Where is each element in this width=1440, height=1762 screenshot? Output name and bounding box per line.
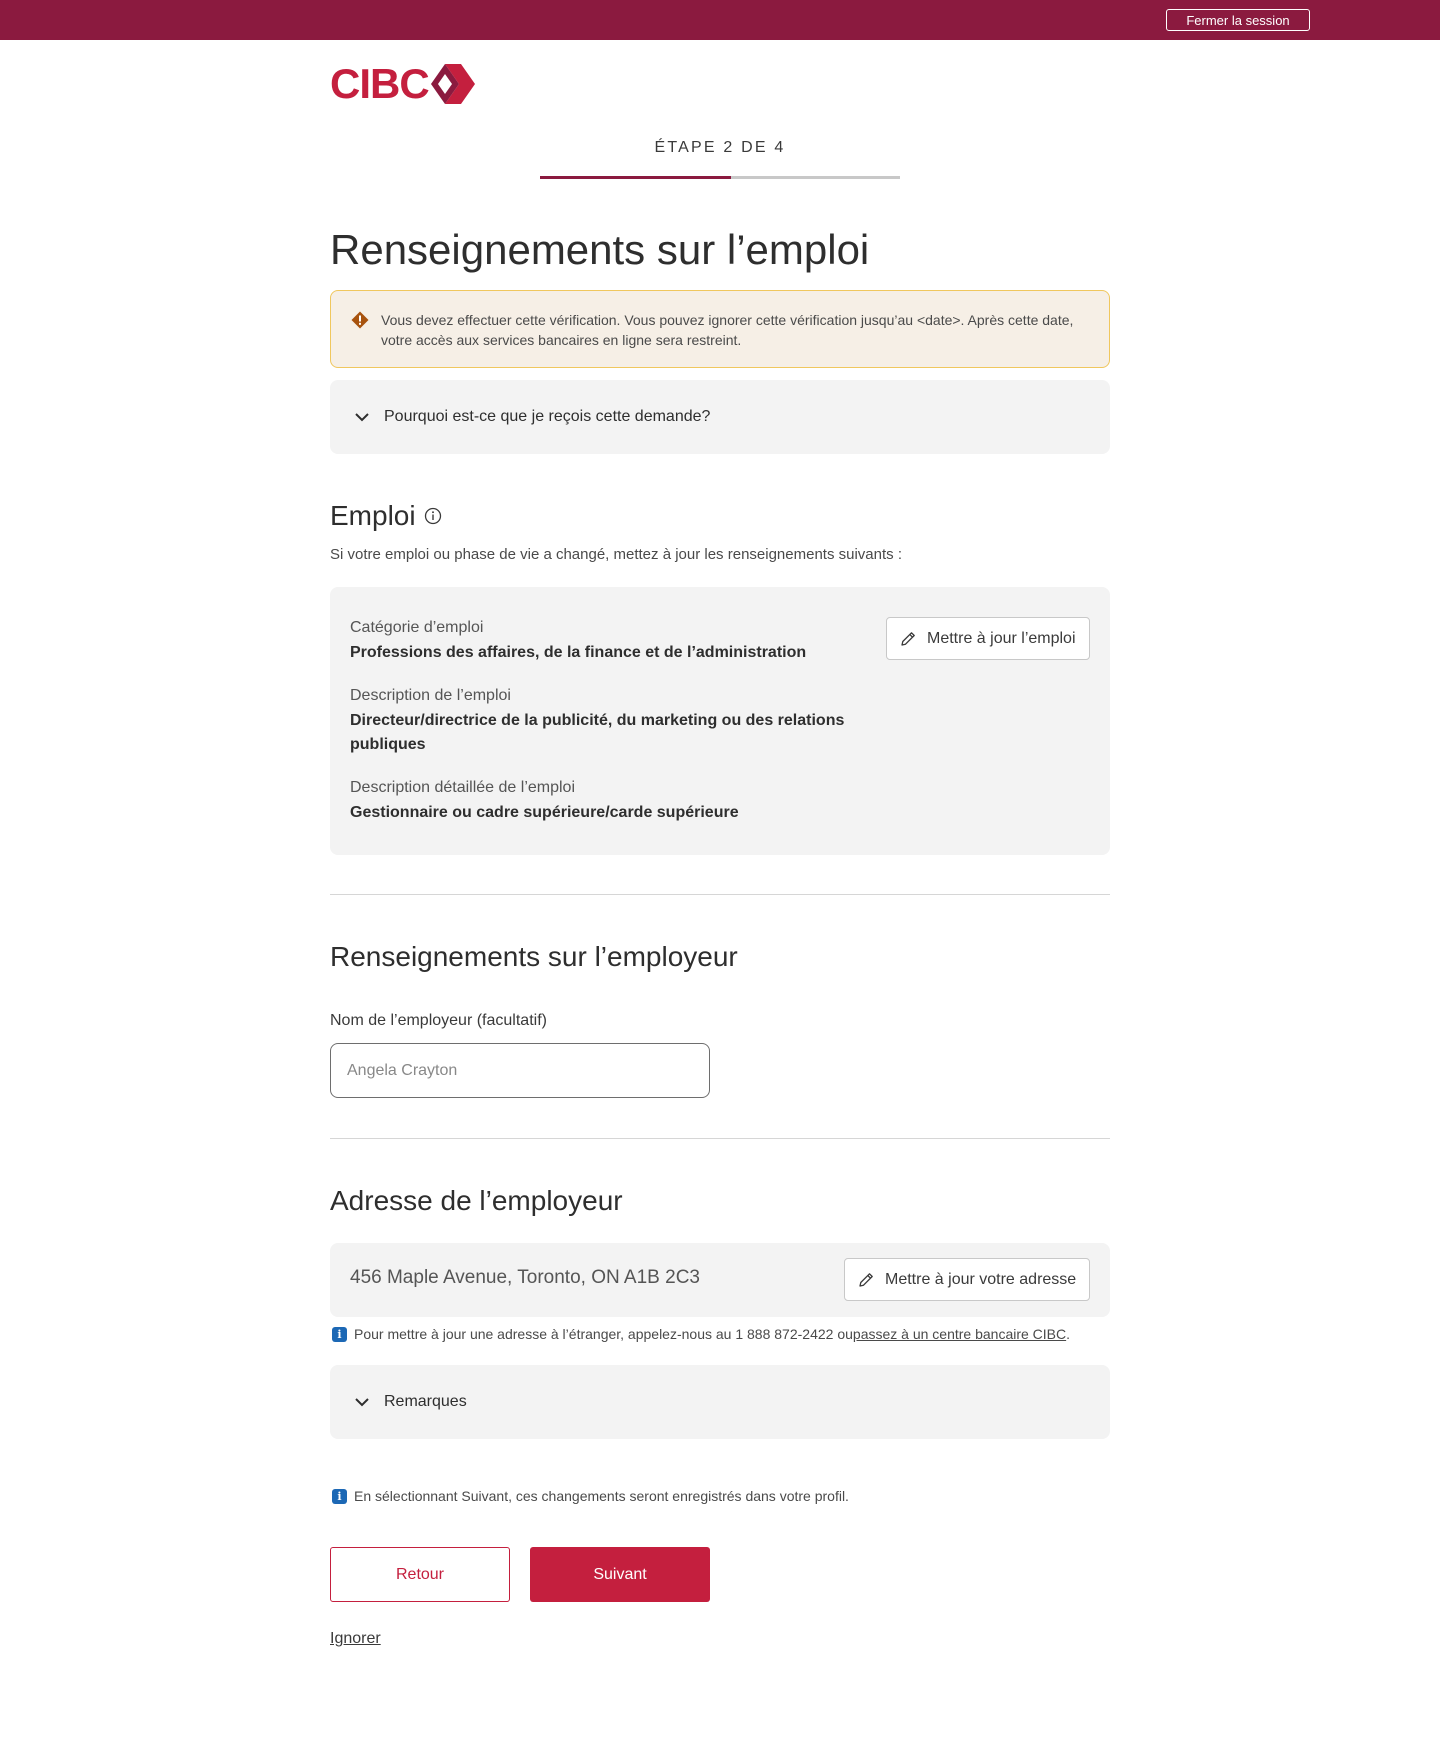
employment-card	[330, 587, 1110, 855]
foreign-address-note	[332, 1326, 1070, 1342]
warning-banner	[330, 290, 1110, 368]
progress-bar	[540, 176, 900, 179]
job-description-value: Directeur/directrice de la publicité, du marketing ou des relations publiques	[350, 712, 845, 753]
update-employment-button[interactable]	[886, 617, 1090, 660]
employer-name-label: Nom de l’employeur (facultatif)	[330, 1012, 547, 1029]
step-indicator: ÉTAPE 2 DE 4	[654, 139, 786, 156]
job-detailed-description-label: Description détaillée de l’emploi	[350, 779, 576, 796]
skip-link[interactable]: Ignorer	[330, 1630, 381, 1647]
warning-text: Vous devez effectuer cette vérification. Vous pouvez ignorer cette vérification jusqu’au <date>. Après cette date, votre accès aux services bancaires en ligne sera restreint.	[381, 312, 1074, 348]
info-icon: i	[332, 1489, 347, 1504]
employment-subtext: Si votre emploi ou phase de vie a changé, mettez à jour les renseignements suivants :	[330, 546, 902, 563]
address-value: 456 Maple Avenue, Toronto, ON A1B 2C3	[350, 1267, 700, 1288]
info-icon: i	[332, 1327, 347, 1342]
address-card	[330, 1243, 1110, 1317]
employment-heading: Emploi	[330, 500, 416, 531]
job-category-label: Catégorie d’emploi	[350, 619, 484, 636]
update-address-label: Mettre à jour votre adresse	[885, 1270, 1077, 1288]
pencil-icon	[857, 1271, 875, 1289]
employer-name-input[interactable]	[330, 1043, 710, 1098]
progress-bar-fill	[540, 176, 731, 179]
warning-diamond-icon	[351, 311, 369, 329]
update-address-button[interactable]	[844, 1258, 1090, 1301]
job-description-label: Description de l’emploi	[350, 687, 511, 704]
top-bar	[0, 0, 1440, 40]
job-category-value: Professions des affaires, de la finance et de l’administration	[350, 644, 807, 661]
employer-address-heading: Adresse de l’employeur	[330, 1185, 623, 1216]
logo-chevron-icon	[431, 64, 475, 104]
next-button[interactable]: Suivant	[530, 1547, 710, 1602]
banking-centre-link[interactable]: passez à un centre bancaire CIBC	[852, 1326, 1067, 1342]
page-title: Renseignements sur l’emploi	[330, 226, 870, 273]
why-request-accordion[interactable]	[330, 380, 1110, 454]
job-detailed-description-value: Gestionnaire ou cadre supérieure/carde supérieure	[350, 804, 739, 821]
remarks-accordion[interactable]	[330, 1365, 1110, 1439]
section-divider	[330, 894, 1110, 895]
chevron-down-icon	[354, 412, 370, 422]
pencil-icon	[899, 630, 917, 648]
remarks-label: Remarques	[384, 1393, 467, 1410]
cibc-logo[interactable]	[330, 62, 475, 106]
save-note	[332, 1488, 849, 1504]
employer-heading: Renseignements sur l’employeur	[330, 941, 738, 972]
info-icon[interactable]	[424, 507, 442, 525]
save-note-text: En sélectionnant Suivant, ces changements seront enregistrés dans votre profil.	[354, 1488, 849, 1504]
chevron-down-icon	[354, 1397, 370, 1407]
section-divider	[330, 1138, 1110, 1139]
back-button[interactable]: Retour	[330, 1547, 510, 1602]
logo-wordmark: CIBC	[330, 60, 429, 107]
foreign-address-end: .	[1066, 1326, 1071, 1342]
logout-button[interactable]: Fermer la session	[1166, 9, 1310, 31]
update-employment-label: Mettre à jour l’emploi	[927, 629, 1076, 647]
why-request-label: Pourquoi est-ce que je reçois cette demande?	[384, 408, 711, 425]
foreign-address-text: Pour mettre à jour une adresse à l’étranger, appelez-nous au 1 888 872-2422 ou	[354, 1326, 853, 1342]
